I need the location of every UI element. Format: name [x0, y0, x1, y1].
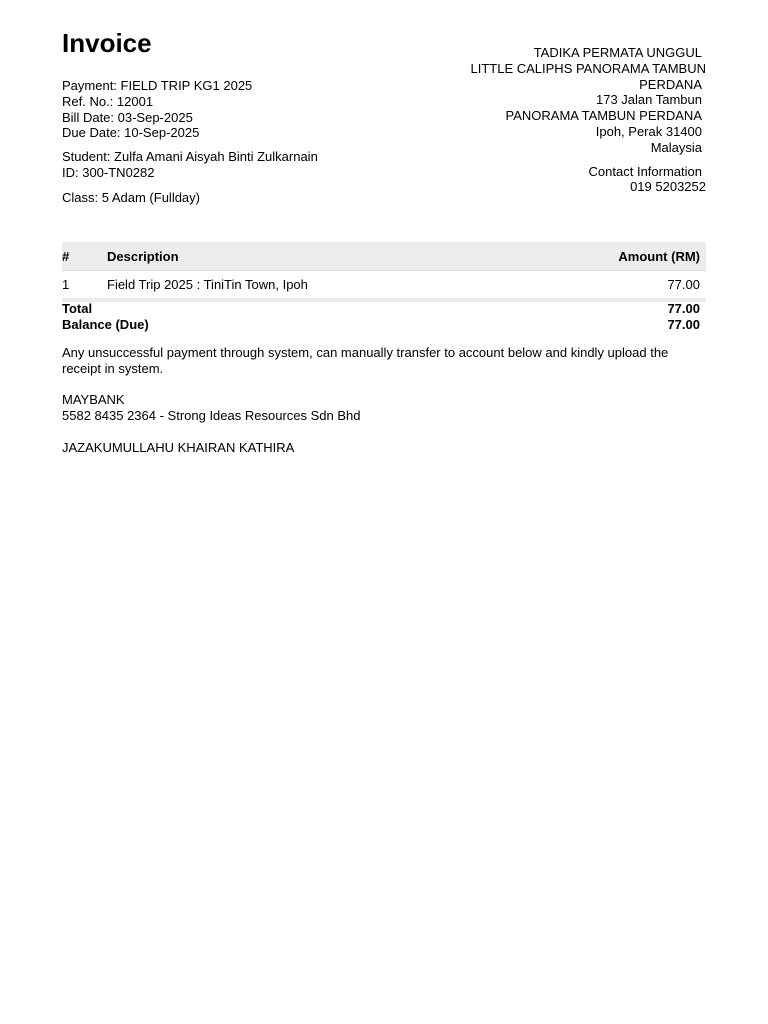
due-date: Due Date: 10-Sep-2025	[62, 125, 200, 141]
student-name: Student: Zulfa Amani Aisyah Binti Zulkarnain	[62, 149, 318, 165]
total-value: 77.00	[667, 301, 700, 316]
contact-phone: 019 5203252	[630, 179, 706, 195]
table-row	[62, 270, 706, 302]
balance-label: Balance (Due)	[62, 317, 149, 332]
header-amount: Amount (RM)	[618, 248, 700, 264]
reference-number: Ref. No.: 12001	[62, 93, 154, 109]
bank-name: MAYBANK	[62, 392, 125, 407]
balance-row	[62, 317, 706, 333]
row-description: Field Trip 2025 : TiniTin Town, Ipoh	[107, 277, 308, 292]
row-number: 1	[62, 277, 70, 292]
balance-value: 77.00	[667, 317, 700, 332]
school-area: PANORAMA TAMBUN PERDANA	[505, 108, 702, 124]
total-row	[62, 301, 706, 317]
student-id: ID: 300-TN0282	[62, 164, 155, 180]
closing-text: JAZAKUMULLAHU KHAIRAN KATHIRA	[62, 440, 295, 455]
totals-section	[62, 301, 706, 333]
payment-label: Payment: FIELD TRIP KG1 2025	[62, 78, 253, 93]
header-description: Description	[107, 248, 179, 264]
school-city: Ipoh, Perak 31400	[595, 123, 702, 139]
school-address	[406, 45, 706, 195]
school-branch-line1: LITTLE CALIPHS PANORAMA TAMBUN	[470, 60, 706, 76]
school-name: TADIKA PERMATA UNGGUL	[533, 45, 702, 60]
school-street: 173 Jalan Tambun	[595, 92, 702, 108]
school-country: Malaysia	[650, 139, 702, 155]
header-number: #	[62, 248, 70, 264]
contact-label: Contact Information	[588, 163, 702, 179]
spacer	[62, 141, 382, 149]
row-amount: 77.00	[667, 277, 700, 292]
bank-details	[62, 392, 562, 424]
spacer	[406, 156, 706, 164]
invoice-details	[62, 78, 382, 206]
bill-date: Bill Date: 03-Sep-2025	[62, 109, 193, 125]
total-label: Total	[62, 301, 93, 316]
invoice-page	[62, 0, 706, 1024]
payment-note: Any unsuccessful payment through system, can manually transfer to account below and kindly upload the receipt in system.	[62, 345, 669, 376]
student-class: Class: 5 Adam (Fullday)	[62, 189, 200, 205]
table-header	[62, 242, 706, 270]
school-branch-line2: PERDANA	[639, 76, 702, 92]
spacer	[62, 181, 382, 190]
line-items-table	[62, 242, 706, 302]
invoice-title: Invoice	[62, 28, 152, 58]
bank-account: 5582 8435 2364 - Strong Ideas Resources Sdn Bhd	[62, 408, 361, 423]
